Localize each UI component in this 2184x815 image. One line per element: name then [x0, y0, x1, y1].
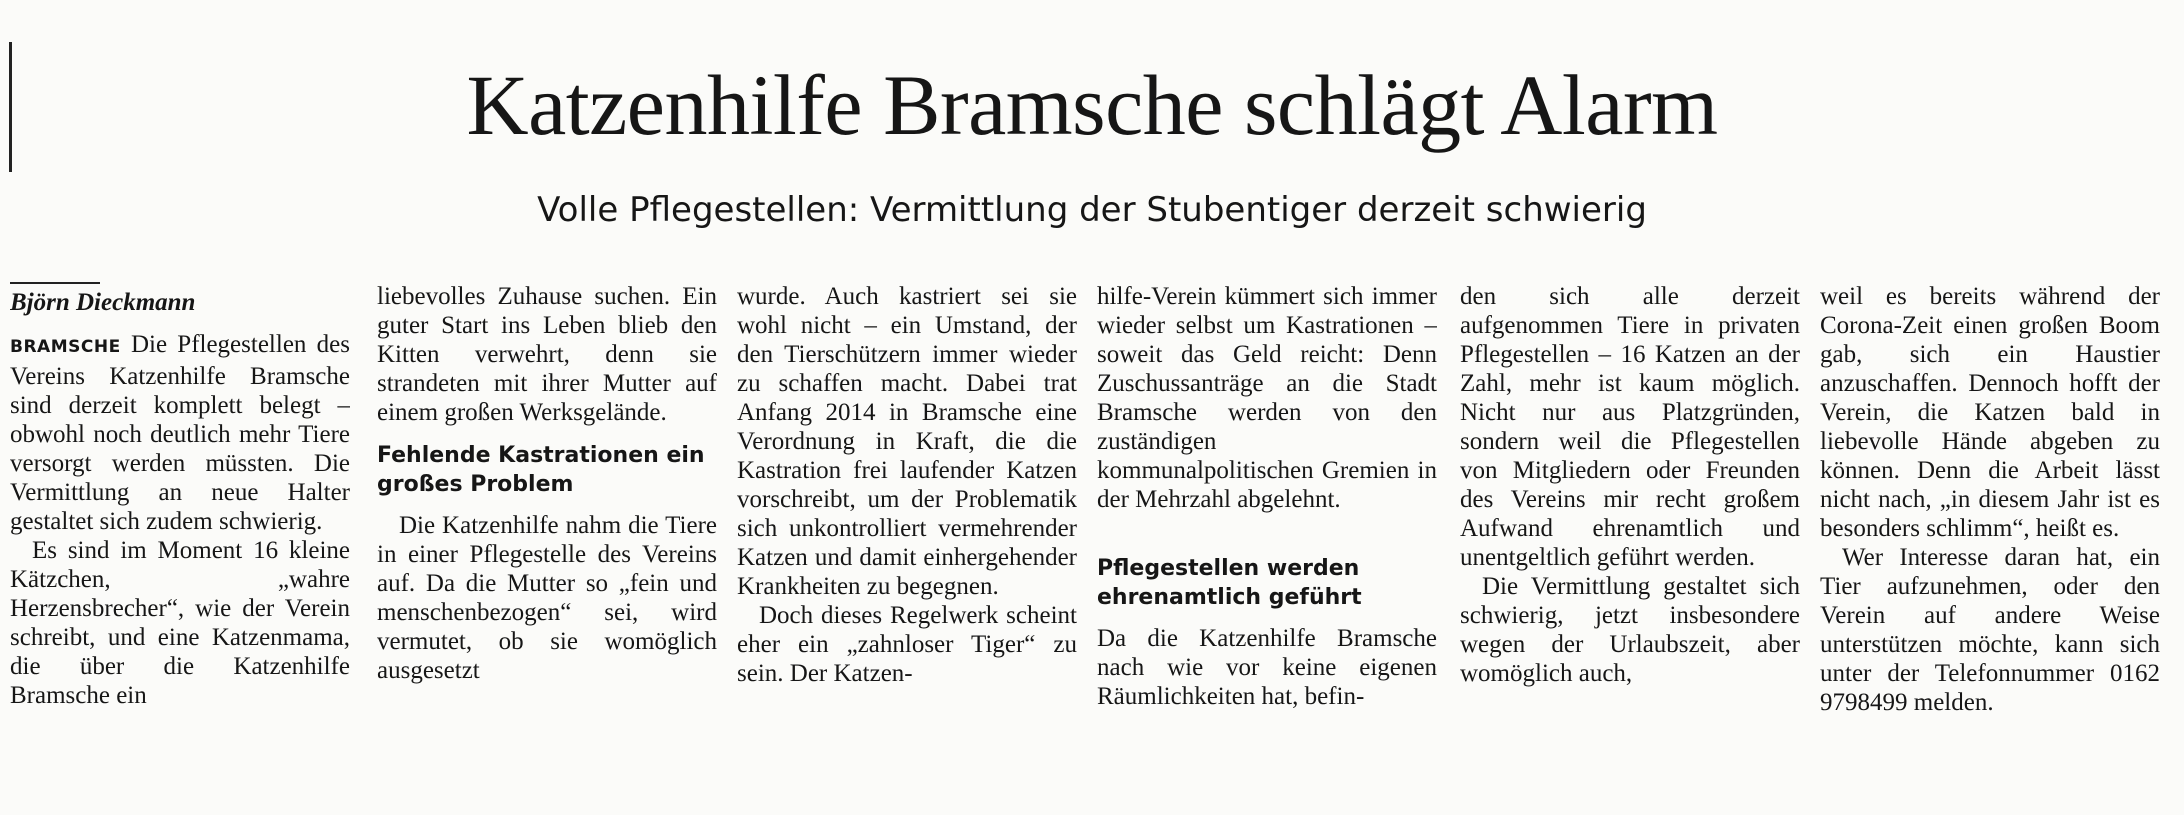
headline: Katzenhilfe Bramsche schlägt Alarm: [466, 57, 1718, 153]
paragraph-text: Die Pflegestellen des Vereins Katzenhilfe Bramsche sind derzeit komplett belegt – obwohl noch deutlich mehr Tiere versorgt werden müssten. Die Vermittlung an neue Halter gestaltet sich zudem schwierig.: [10, 331, 350, 535]
article-column-6: [1820, 282, 2160, 792]
paragraph: Die Katzenhilfe nahm die Tiere in einer Pflegestelle des Vereins auf. Da die Mutter so „fein und menschenbezogen“ sei, wird vermutet, ob sie womöglich ausgesetzt: [377, 512, 717, 684]
article-column-5: [1460, 282, 1800, 792]
paragraph: Die Vermittlung gestaltet sich schwierig, jetzt insbesondere wegen der Urlaubszeit, aber womöglich auch,: [1460, 573, 1800, 687]
paragraph: Es sind im Moment 16 kleine Kätzchen, „wahre Herzensbrecher“, wie der Verein schreibt, und eine Katzenmama, die über die Katzenhilfe Bramsche ein: [10, 537, 350, 709]
lead-paragraph: [10, 330, 350, 536]
paragraph: Doch dieses Regelwerk scheint eher ein „zahnloser Tiger“ zu sein. Der Katzen-: [737, 602, 1077, 687]
paragraph: liebevolles Zuhause suchen. Ein guter Start ins Leben blieb den Kitten verwehrt, denn sie strandeten mit ihrer Mutter auf einem großen Werksgelände.: [377, 283, 717, 426]
article-column-3: [737, 282, 1077, 792]
paragraph: hilfe-Verein kümmert sich immer wieder selbst um Kastrationen – soweit das Geld reicht: Denn Zuschussanträge an die Stadt Bramsche werden von den zuständigen kommunalpolitischen Gremien in der Mehrzahl abgelehnt.: [1097, 283, 1437, 513]
author-rule: [10, 282, 100, 284]
article-column-4: [1097, 282, 1437, 792]
subheading-kastrationen: Fehlende Kastrationen ein großes Problem: [377, 443, 705, 497]
author-byline: Björn Dieckmann: [10, 289, 196, 316]
paragraph: den sich alle derzeit aufgenommen Tiere in privaten Pflegestellen – 16 Katzen an der Zahl, mehr ist kaum möglich. Nicht nur aus Platzgründen, sondern weil die Pflegestellen von Mitgliedern oder Freunden des Vereins mir recht großem Aufwand ehrenamtlich und unentgeltlich geführt werden.: [1460, 283, 1800, 571]
paragraph: wurde. Auch kastriert sei sie wohl nicht – ein Umstand, der den Tierschützern immer wieder zu schaffen macht. Dabei trat Anfang 2014 in Bramsche eine Verordnung in Kraft, die die Kastration frei laufender Katzen vorschreibt, um der Problematik sich unkontrolliert vermehrender Katzen und damit einhergehender Krankheiten zu begegnen.: [737, 283, 1077, 600]
subheadline: Volle Pflegestellen: Vermittlung der Stubentiger derzeit schwierig: [537, 190, 1647, 230]
article-column-2: [377, 282, 717, 792]
paragraph: Da die Katzenhilfe Bramsche nach wie vor keine eigenen Räumlichkeiten hat, befin-: [1097, 625, 1437, 710]
paragraph: Wer Interesse daran hat, ein Tier aufzunehmen, oder den Verein auf andere Weise unterstützen möchte, kann sich unter der Telefonnummer 0162 9798499 melden.: [1820, 544, 2160, 716]
subheading-pflegestellen: Pflegestellen werden ehrenamtlich geführt: [1097, 556, 1362, 610]
article-column-1: [10, 282, 350, 792]
dateline: BRAMSCHE: [10, 337, 121, 357]
paragraph: weil es bereits während der Corona-Zeit einen großen Boom gab, sich ein Haustier anzuschaffen. Dennoch hofft der Verein, die Katzen bald in liebevolle Hände abgeben zu können. Denn die Arbeit lässt nicht nach, „in diesem Jahr ist es besonders schlimm“, heißt es.: [1820, 283, 2160, 542]
